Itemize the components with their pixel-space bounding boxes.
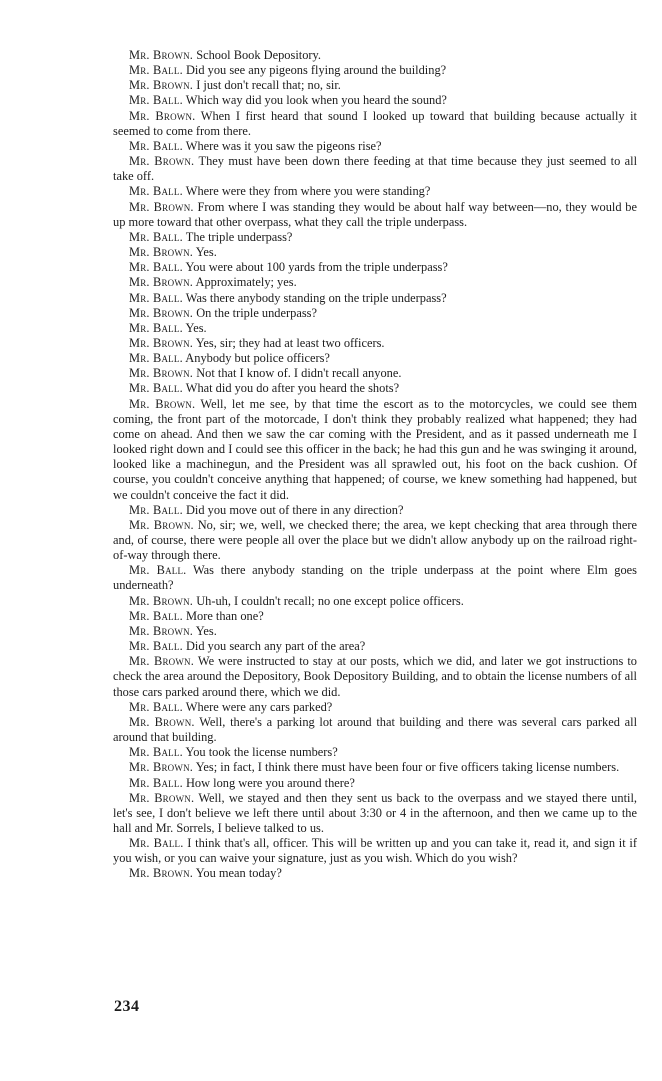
transcript-line [113, 381, 637, 396]
speaker-name: Mr. Brown. [129, 245, 194, 260]
speech-text: Yes; in fact, I think there must have been four or five officers taking license numbers. [195, 760, 620, 775]
transcript-line [113, 866, 637, 881]
transcript-line [113, 200, 637, 230]
speaker-name: Mr. Ball. [129, 608, 183, 623]
speech-text: Did you see any pigeons flying around the building? [185, 63, 447, 78]
speech-text: What did you do after you heard the shots? [185, 381, 400, 396]
speech-text: From where I was standing they would be about half way between—no, they would be up more toward that other overpass, what they call the triple underpass. [113, 199, 637, 229]
transcript-line [113, 109, 637, 139]
transcript-line [113, 48, 637, 63]
speaker-name: Mr. Ball. [129, 639, 183, 654]
speech-text: Well, we stayed and then they sent us back to the overpass and we stayed there until, let's see, I don't believe we left there until about 3:30 or 4 in the afternoon, and then we came up to the hall and Mr. Sorrels, I believe talked to us. [113, 790, 637, 835]
speaker-name: Mr. Brown. [129, 714, 195, 729]
speech-text: Did you move out of there in any direction? [185, 502, 404, 517]
transcript-line [113, 78, 637, 93]
transcript-line [113, 609, 637, 624]
speech-text: Was there anybody standing on the triple underpass at the point where Elm goes underneath? [113, 563, 637, 593]
speaker-name: Mr. Ball. [129, 290, 183, 305]
speech-text: How long were you around there? [185, 775, 355, 790]
speech-text: Well, there's a parking lot around that building and there was several cars parked all around that building. [113, 714, 638, 745]
speaker-name: Mr. Brown. [129, 790, 195, 805]
speaker-name: Mr. Ball. [129, 320, 183, 335]
speaker-name: Mr. Brown. [129, 593, 194, 608]
speaker-name: Mr. Brown. [129, 199, 194, 214]
transcript-line [113, 836, 637, 866]
speech-text: Approximately; yes. [195, 275, 297, 290]
transcript-line [113, 321, 637, 336]
speech-text: More than one? [185, 608, 264, 623]
transcript-line [113, 791, 637, 836]
speech-text: On the triple underpass? [196, 305, 317, 320]
speaker-name: Mr. Ball. [129, 775, 183, 790]
speech-text: We were instructed to stay at our posts, which we did, and later we got instructions to check the area around the Depository, Book Depository Building, and to obtain the license numbers of all those cars parked around there, which we did. [113, 654, 637, 699]
speaker-name: Mr. Ball. [129, 184, 183, 199]
transcript-line [113, 503, 637, 518]
transcript-line [113, 184, 637, 199]
transcript-line [113, 654, 637, 699]
transcript-line [113, 139, 637, 154]
transcript-line [113, 745, 637, 760]
transcript-line [113, 63, 637, 78]
speech-text: Which way did you look when you heard the sound? [185, 93, 447, 108]
transcript-line [113, 260, 637, 275]
transcript-line [113, 291, 637, 306]
speech-text: The triple underpass? [185, 229, 293, 244]
speech-text: Not that I know of. I didn't recall anyone. [196, 366, 402, 381]
speaker-name: Mr. Ball. [129, 63, 183, 78]
speaker-name: Mr. Brown. [129, 305, 194, 320]
speaker-name: Mr. Brown. [129, 396, 196, 411]
transcript-line [113, 230, 637, 245]
transcript-line [113, 624, 637, 639]
speech-text: You were about 100 yards from the triple underpass? [185, 260, 448, 275]
speaker-name: Mr. Brown. [129, 108, 196, 123]
speech-text: Did you search any part of the area? [185, 639, 366, 654]
transcript-line [113, 366, 637, 381]
transcript-line [113, 594, 637, 609]
speaker-name: Mr. Ball. [129, 563, 187, 578]
speech-text: Where were they from where you were standing? [185, 184, 431, 199]
speech-text: Yes. [185, 320, 207, 335]
speaker-name: Mr. Ball. [129, 351, 183, 366]
speech-text: When I first heard that sound I looked up toward that building because actually it seemed to come from there. [113, 108, 637, 138]
speaker-name: Mr. Brown. [129, 366, 194, 381]
speech-text: Uh-uh, I couldn't recall; no one except police officers. [196, 593, 464, 608]
speaker-name: Mr. Ball. [129, 229, 183, 244]
speaker-name: Mr. Brown. [129, 866, 194, 881]
speech-text: I think that's all, officer. This will be written up and you can take it, read it, and sign it if you wish, or you can waive your signature, just as you wish. Which do you wish? [113, 836, 637, 866]
speaker-name: Mr. Brown. [129, 335, 194, 350]
transcript-line [113, 93, 637, 108]
speech-text: Well, let me see, by that time the escort as to the motorcycles, we could see them coming, the front part of the motorcade, I don't think they probably realized what happened; they had come on ahead. And then we saw the car coming with the President, and as it passed underneath me I looked right down and I could see this officer in the back; he had this gun and he was swinging it around, looked like a machinegun, and the President was all sprawled out, his foot on the back cushion. Of course, you couldn't conceive anything that happened; of course, we knew something had happened, but we couldn't conceive the fact it did. [113, 396, 638, 502]
speaker-name: Mr. Ball. [129, 836, 184, 851]
transcript-line [113, 306, 637, 321]
speaker-name: Mr. Brown. [129, 78, 194, 93]
speech-text: You took the license numbers? [185, 745, 338, 760]
speaker-name: Mr. Brown. [129, 275, 194, 290]
speaker-name: Mr. Ball. [129, 699, 183, 714]
speech-text: I just don't recall that; no, sir. [196, 78, 341, 93]
transcript-line [113, 563, 637, 593]
speech-text: Was there anybody standing on the triple underpass? [185, 290, 447, 305]
transcript-line [113, 397, 637, 503]
transcript-line [113, 154, 637, 184]
speech-text: Yes. [195, 623, 217, 638]
speaker-name: Mr. Brown. [129, 517, 194, 532]
transcript-line [113, 518, 637, 563]
speaker-name: Mr. Ball. [129, 260, 183, 275]
transcript-line [113, 700, 637, 715]
speaker-name: Mr. Ball. [129, 502, 183, 517]
speaker-name: Mr. Brown. [129, 760, 194, 775]
speech-text: Yes. [195, 245, 217, 260]
transcript-line [113, 245, 637, 260]
transcript-line [113, 351, 637, 366]
speech-text: Where were any cars parked? [185, 699, 333, 714]
speaker-name: Mr. Ball. [129, 138, 183, 153]
transcript-line [113, 639, 637, 654]
speech-text: Where was it you saw the pigeons rise? [185, 138, 382, 153]
speech-text: They must have been down there feeding at that time because they just seemed to all take off. [113, 154, 638, 184]
speaker-name: Mr. Ball. [129, 93, 183, 108]
speech-text: School Book Depository. [196, 48, 322, 62]
page-number: 234 [114, 998, 140, 1015]
transcript-line [113, 715, 637, 745]
speech-text: You mean today? [195, 866, 282, 881]
transcript-line [113, 776, 637, 791]
speech-text: Anybody but police officers? [185, 351, 330, 366]
testimony-text-column [113, 48, 637, 882]
transcript-line [113, 760, 637, 775]
speaker-name: Mr. Brown. [129, 654, 195, 669]
speaker-name: Mr. Ball. [129, 381, 183, 396]
speaker-name: Mr. Brown. [129, 154, 195, 169]
speech-text: Yes, sir; they had at least two officers. [195, 335, 385, 350]
transcript-line [113, 275, 637, 290]
speech-text: No, sir; we, well, we checked there; the area, we kept checking that area through there and, of course, there were people all over the place but we didn't allow anybody up on the railroad right-of-way through there. [113, 517, 637, 563]
transcript-line [113, 336, 637, 351]
speaker-name: Mr. Brown. [129, 48, 194, 62]
speaker-name: Mr. Ball. [129, 745, 183, 760]
speaker-name: Mr. Brown. [129, 623, 194, 638]
